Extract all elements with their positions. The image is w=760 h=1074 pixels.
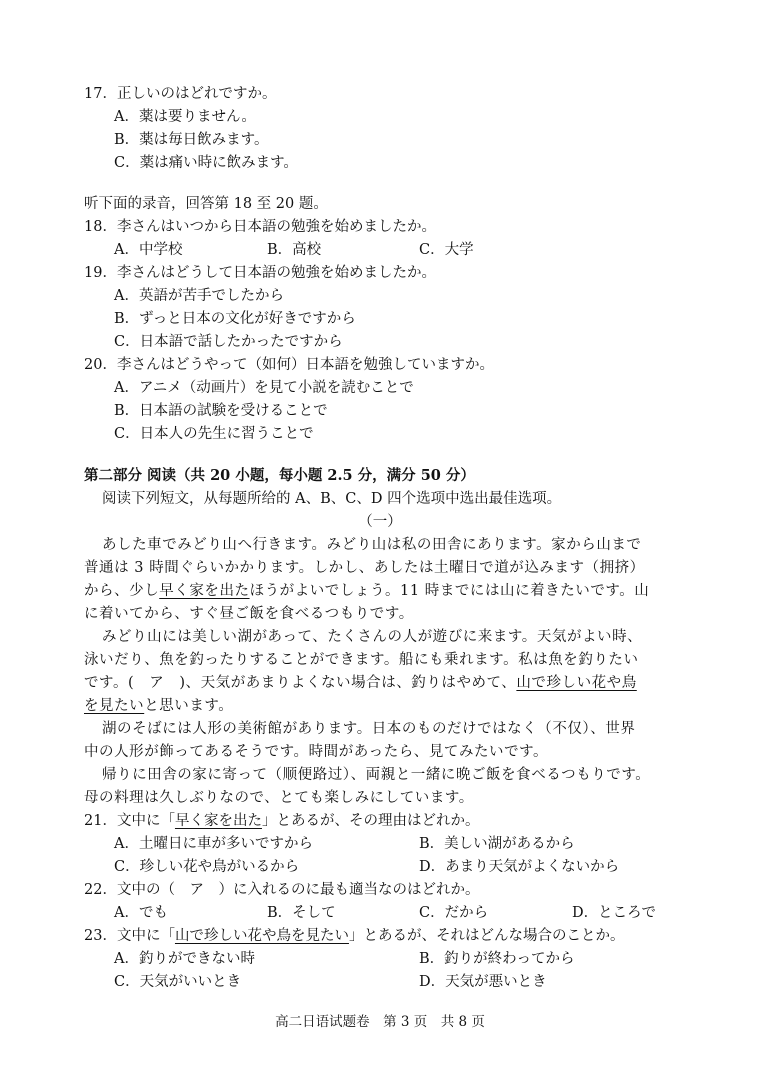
q19-stem: 19．李さんはどうして日本語の勉強を始めましたか。 [84, 265, 436, 281]
passage-line: です。( ア )、天気があまりよくない場合は、釣りはやめて、山で珍しい花や鳥 [84, 675, 637, 691]
q22-option-c: C．だから [419, 905, 489, 921]
q17-option-b: B．薬は毎日飲みます。 [114, 132, 269, 148]
q22-option-b: B．そして [267, 905, 336, 921]
q21-option-d: D．あまり天気がよくないから [419, 859, 620, 875]
q23-option-a: A．釣りができない時 [114, 951, 255, 967]
q23-stem: 23．文中に「山で珍しい花や鳥を見たい」とあるが、それはどんな場合のことか。 [84, 928, 625, 944]
q18-option-a: A．中学校 [114, 242, 183, 258]
passage-line: 母の料理は久しぶりなので、とても楽しみにしています。 [84, 790, 474, 806]
q23-option-d: D．天気が悪いとき [419, 974, 547, 990]
passage-line: あした車でみどり山へ行きます。みどり山は私の田舎にあります。家から山まで [102, 537, 642, 553]
part2-heading: 第二部分 阅读（共 20 小题，每小题 2.5 分，满分 50 分） [84, 467, 475, 484]
underlined-phrase: 早く家を出た [174, 813, 262, 829]
q20-stem: 20．李さんはどうやって（如何）日本語を勉強していますか。 [84, 357, 494, 373]
q21-option-c: C．珍しい花や鳥がいるから [114, 859, 300, 875]
passage-line: から、少し早く家を出たほうがよいでしょう。11 時までには山に着きたいです。山 [84, 583, 650, 599]
underlined-phrase: を見たい [84, 698, 145, 714]
underlined-phrase: 山で珍しい花や鳥 [516, 675, 637, 691]
q22-stem: 22．文中の（ ア ）に入れるのに最も適当なのはどれか。 [84, 882, 480, 898]
q20-option-b: B．日本語の試験を受けることで [114, 403, 328, 419]
q22-option-a: A．でも [114, 905, 168, 921]
q20-option-a: A．アニメ（动画片）を見て小説を読むことで [114, 380, 414, 396]
listening-intro: 听下面的录音，回答第 18 至 20 题。 [84, 196, 328, 212]
underlined-phrase: 山で珍しい花や鳥を見たい [174, 928, 349, 944]
q21-stem: 21．文中に「早く家を出た」とあるが、その理由はどれか。 [84, 813, 480, 829]
passage-line: 普通は 3 時間ぐらいかかります。しかし、あしたは土曜日で道が込みます（拥挤） [84, 560, 645, 576]
q18-option-c: C．大学 [419, 242, 474, 258]
page-footer: 高二日语试题卷 第 3 页 共 8 页 [275, 1014, 485, 1030]
q23-option-c: C．天気がいいとき [114, 974, 242, 990]
q19-option-a: A．英語が苦手でしたから [114, 288, 284, 304]
part2-instruction: 阅读下列短文，从每题所给的 A、B、C、D 四个选项中选出最佳选项。 [102, 491, 562, 507]
q19-option-c: C．日本語で話したかったですから [114, 334, 343, 350]
passage-line: を見たいと思います。 [84, 698, 234, 714]
q17-stem: 17．正しいのはどれですか。 [84, 86, 277, 102]
q18-option-b: B．高校 [267, 242, 322, 258]
passage-line: 帰りに田舎の家に寄って（顺便路过）、両親と一緒に晩ご飯を食べるつもりです。 [102, 767, 651, 783]
passage-line: みどり山には美しい湖があって、たくさんの人が遊びに来ます。天気がよい時、 [102, 629, 643, 645]
passage-line: 泳いだり、魚を釣ったりすることができます。船にも乗れます。私は魚を釣りたい [84, 652, 639, 668]
q19-option-b: B．ずっと日本の文化が好きですから [114, 311, 356, 327]
passage-line: 中の人形が飾ってあるそうです。時間があったら、見てみたいです。 [84, 744, 549, 760]
underlined-phrase: 早く家を出た [159, 583, 250, 599]
q18-stem: 18．李さんはいつから日本語の勉強を始めましたか。 [84, 219, 436, 235]
q22-option-d: D．ところで [572, 905, 656, 921]
passage-line: 湖のそばには人形の美術館があります。日本のものだけではなく（不仅）、世界 [102, 721, 636, 737]
passage-line: に着いてから、すぐ昼ご飯を食べるつもりです。 [84, 606, 414, 622]
q21-option-a: A．土曜日に車が多いですから [114, 836, 313, 852]
section-number: （一） [358, 514, 402, 530]
q23-option-b: B．釣りが終わってから [419, 951, 575, 967]
q21-option-b: B．美しい湖があるから [419, 836, 575, 852]
q20-option-c: C．日本人の先生に習うことで [114, 426, 314, 442]
q17-option-a: A．薬は要りません。 [114, 109, 256, 125]
q17-option-c: C．薬は痛い時に飲みます。 [114, 155, 298, 171]
